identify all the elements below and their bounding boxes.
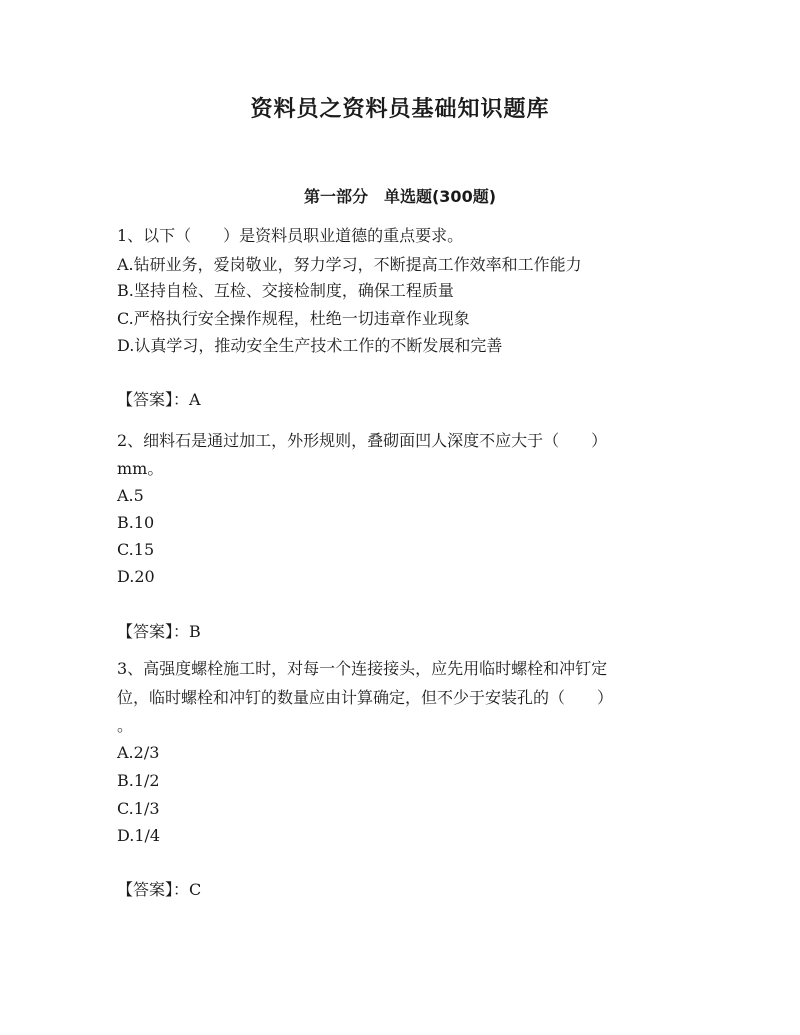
- question-3-stem-line-1: 3、高强度螺栓施工时，对每一个连接接头，应先用临时螺栓和冲钉定: [117, 659, 608, 678]
- question-3-option-d: D.1/4: [117, 826, 161, 845]
- question-3-stem-line-3: 。: [117, 716, 134, 735]
- question-3-option-c: C.1/3: [117, 799, 160, 818]
- question-1-option-b: B.坚持自检、互检、交接检制度，确保工程质量: [117, 281, 454, 300]
- question-1-answer: 【答案】：A: [117, 390, 201, 409]
- question-3-option-b: B.1/2: [117, 771, 160, 790]
- question-2-stem-line-1: 2、细料石是通过加工，外形规则，叠砌面凹人深度不应大于（ ）: [117, 431, 608, 450]
- question-3-answer: 【答案】：C: [117, 880, 202, 899]
- question-1-option-c: C.严格执行安全操作规程，杜绝一切违章作业现象: [117, 309, 470, 328]
- question-2-answer: 【答案】：B: [117, 622, 201, 641]
- section-heading: 第一部分 单选题(300题): [303, 187, 497, 206]
- document-title: 资料员之资料员基础知识题库: [250, 97, 550, 122]
- question-2-option-d: D.20: [117, 567, 155, 586]
- question-3-option-a: A.2/3: [117, 743, 160, 762]
- question-2-option-c: C.15: [117, 540, 155, 559]
- question-1-option-d: D.认真学习，推动安全生产技术工作的不断发展和完善: [117, 336, 503, 355]
- question-2-stem-line-2: mm。: [117, 459, 164, 478]
- question-2-option-b: B.10: [117, 513, 155, 532]
- question-2-option-a: A.5: [117, 486, 144, 505]
- question-1-option-a: A.钻研业务，爱岗敬业，努力学习，不断提高工作效率和工作能力: [117, 255, 582, 274]
- question-3-stem-line-2: 位，临时螺栓和冲钉的数量应由计算确定，但不少于安装孔的（ ）: [117, 688, 614, 707]
- question-1-stem-line-1: 1、以下（ ）是资料员职业道德的重点要求。: [117, 226, 464, 245]
